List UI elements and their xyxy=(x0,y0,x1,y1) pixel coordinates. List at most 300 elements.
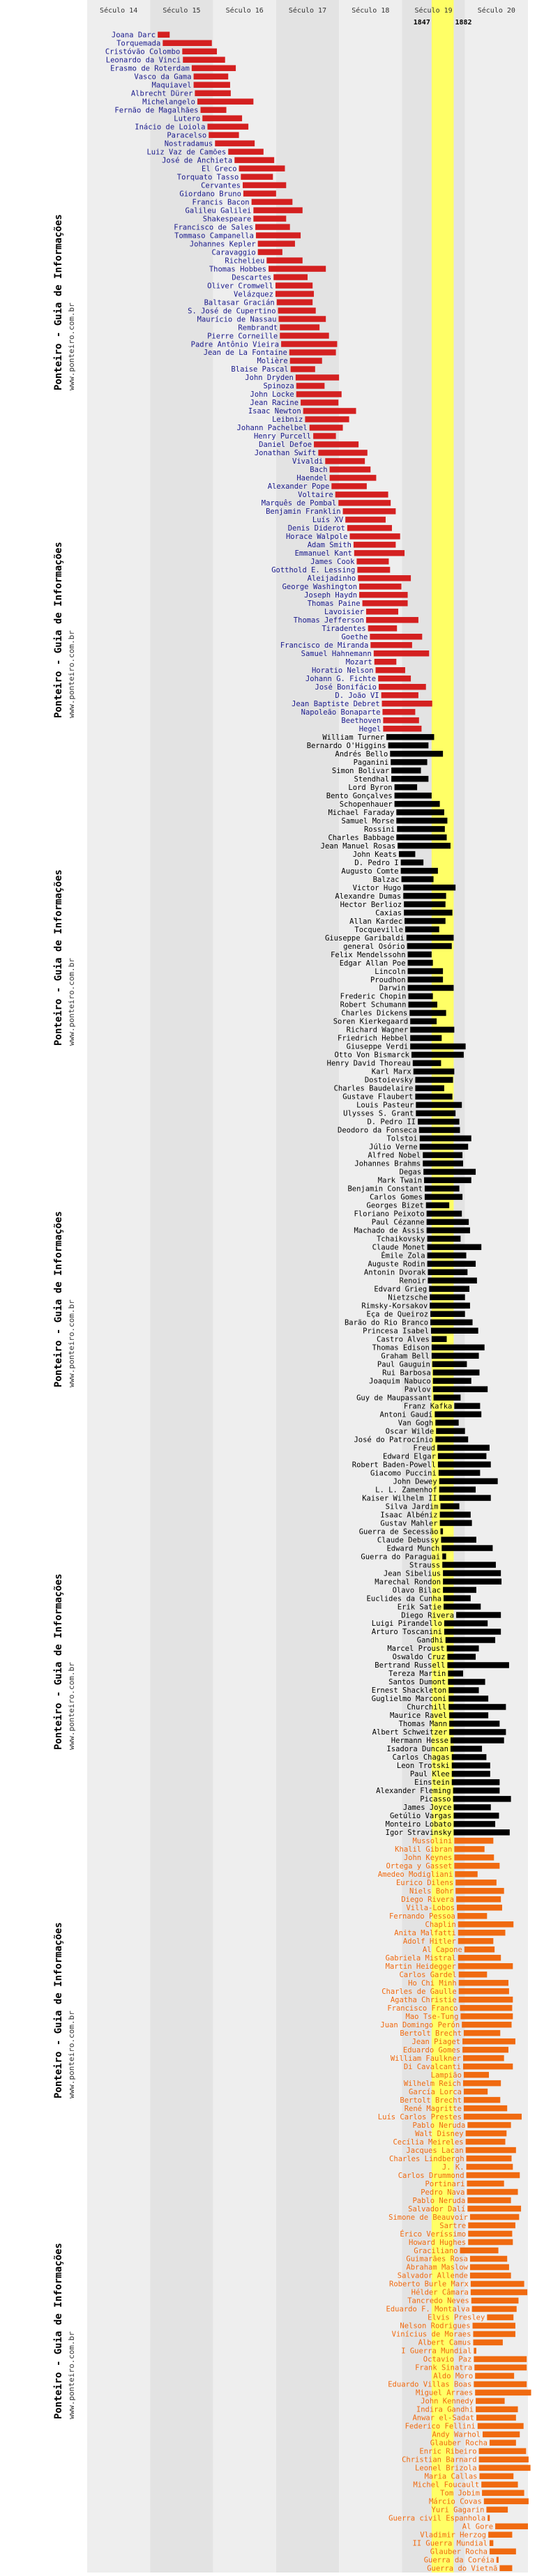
timeline-bar xyxy=(435,1419,458,1425)
timeline-bar xyxy=(403,893,446,899)
person-label: Guerra da Coréia xyxy=(423,2556,494,2565)
timeline-bar xyxy=(330,475,377,480)
person-label: Thomas Hobbes xyxy=(209,265,267,274)
timeline-bar xyxy=(470,2264,509,2270)
person-label: Jonathan Swift xyxy=(254,449,317,458)
person-label: Galileu Galilei xyxy=(185,206,252,215)
timeline-bar xyxy=(420,1136,471,1141)
person-label: Pedro Nava xyxy=(421,2188,465,2197)
person-label: Isadora Duncan xyxy=(386,1745,448,1754)
person-label: Silva Jardim xyxy=(385,1502,439,1511)
timeline-bar xyxy=(415,1077,453,1083)
timeline-bar xyxy=(468,2223,515,2228)
timeline-bar xyxy=(454,1846,484,1852)
person-label: Goethe xyxy=(341,633,368,642)
timeline-bar xyxy=(252,199,293,204)
timeline-bar xyxy=(468,2231,512,2236)
timeline-bar xyxy=(449,1721,499,1726)
branding-url: www.ponteiro.com.br xyxy=(67,2331,76,2419)
person-label: Eça de Queiroz xyxy=(366,1310,429,1319)
timeline-bar xyxy=(408,993,432,999)
timeline-bar xyxy=(183,56,225,62)
branding-url: www.ponteiro.com.br xyxy=(67,303,76,390)
timeline-bar xyxy=(456,1896,501,1902)
person-label: William Turner xyxy=(322,733,384,742)
timeline-bar xyxy=(462,2047,508,2052)
person-label: Al Gore xyxy=(462,2522,494,2531)
timeline-bar xyxy=(475,2373,514,2379)
person-label: José de Anchieta xyxy=(162,156,233,165)
person-label: Edgar Allan Poe xyxy=(339,959,406,968)
person-label: Frederic Chopin xyxy=(340,992,407,1001)
person-label: Robert Schumann xyxy=(340,1000,407,1009)
timeline-bar xyxy=(363,600,408,606)
person-label: Benjamin Constant xyxy=(347,1184,423,1194)
person-label: Jean Piaget xyxy=(411,2037,461,2046)
timeline-bar xyxy=(441,1537,476,1542)
timeline-bar xyxy=(258,249,282,254)
timeline-bar xyxy=(441,1528,444,1534)
timeline-bar xyxy=(458,1955,501,1960)
person-label: Tiradentes xyxy=(322,625,366,634)
timeline-bar xyxy=(374,650,429,656)
branding-title: Ponteiro - Guia de Informações xyxy=(53,1573,64,1750)
century-label: Século 17 xyxy=(288,7,327,15)
branding-url: www.ponteiro.com.br xyxy=(67,630,76,718)
person-label: Michael Faraday xyxy=(328,808,395,817)
person-label: Andy Warhol xyxy=(432,2430,481,2439)
timeline-bar xyxy=(442,1553,446,1559)
person-label: Darwin xyxy=(379,984,406,993)
timeline-bar xyxy=(428,1253,467,1258)
timeline-bar xyxy=(409,1010,446,1016)
person-label: Allan Kardec xyxy=(349,917,403,926)
person-label: Mao Tse-Tung xyxy=(405,2012,459,2021)
timeline-bar xyxy=(296,383,325,388)
person-label: Shakespeare xyxy=(202,215,252,224)
person-label: Erik Satie xyxy=(397,1603,442,1612)
person-label: Lavoisier xyxy=(324,608,364,617)
person-label: Tereza Martin xyxy=(388,1670,446,1679)
person-label: Fernando Pessoa xyxy=(389,1912,455,1921)
timeline-bar xyxy=(275,291,314,296)
person-label: Anita Malfatti xyxy=(394,1929,456,1937)
timeline-bar xyxy=(495,2524,528,2529)
branding-title: Ponteiro - Guia de Informações xyxy=(53,1211,64,1387)
timeline-bar xyxy=(338,500,391,505)
timeline-bar xyxy=(446,1637,495,1643)
person-label: Victor Hugo xyxy=(352,883,402,892)
person-label: Roberto Burle Marx xyxy=(389,2280,469,2289)
timeline-bar xyxy=(375,659,397,664)
timeline-bar xyxy=(466,2131,507,2136)
person-label: Louis Pasteur xyxy=(356,1101,414,1110)
timeline-bar xyxy=(464,2030,500,2036)
timeline-bar xyxy=(253,215,286,221)
person-label: Yuri Gagarin xyxy=(431,2506,485,2515)
timeline-bar xyxy=(455,1880,497,1885)
person-label: Ho Chi Minh xyxy=(408,1979,457,1988)
timeline-bar xyxy=(458,1930,506,1935)
timeline-bar xyxy=(447,1645,479,1651)
timeline-bar xyxy=(405,918,446,924)
timeline-bar xyxy=(467,2122,511,2128)
timeline-bar xyxy=(443,1570,501,1576)
timeline-bar xyxy=(415,1085,444,1091)
person-label: Bach xyxy=(310,466,328,475)
person-label: Aldo Moro xyxy=(433,2372,474,2381)
timeline-bar xyxy=(486,2507,508,2513)
timeline-bar xyxy=(447,1662,508,1668)
person-label: Augusto Comte xyxy=(341,867,399,876)
timeline-bar xyxy=(455,1871,478,1877)
timeline-bar xyxy=(410,1035,441,1041)
timeline-bar xyxy=(209,132,239,137)
branding-url: www.ponteiro.com.br xyxy=(67,2011,76,2098)
highlight-label: 1847 xyxy=(413,19,430,26)
person-label: Arturo Toscanini xyxy=(371,1628,442,1637)
timeline-bar xyxy=(410,1044,465,1049)
person-label: Bento Gonçalves xyxy=(326,791,393,800)
timeline-bar xyxy=(474,2348,476,2354)
timeline-bar xyxy=(435,1411,481,1417)
person-label: Rimsky-Korsakov xyxy=(361,1302,428,1311)
person-label: Carlos Gomes xyxy=(370,1193,423,1202)
timeline-bar xyxy=(405,927,439,932)
timeline-bar xyxy=(397,826,445,832)
timeline-bar xyxy=(451,1746,482,1751)
timeline-bar xyxy=(457,1905,502,1910)
person-label: Glauber Rocha xyxy=(430,2547,488,2556)
timeline-bar xyxy=(471,2298,519,2303)
timeline-bar xyxy=(441,1545,492,1550)
timeline-bar xyxy=(464,2105,507,2111)
person-label: Pablo Neruda xyxy=(412,2196,466,2205)
person-label: Joaquim Nabuco xyxy=(369,1377,431,1386)
timeline-bar xyxy=(430,1303,470,1309)
timeline-bar xyxy=(451,1737,504,1743)
person-label: Carlos Gardel xyxy=(399,1970,457,1979)
person-label: Stendhal xyxy=(354,775,390,784)
person-label: Horace Walpole xyxy=(285,533,348,542)
person-label: Sartre xyxy=(439,2221,467,2230)
person-label: Mussolini xyxy=(412,1837,453,1846)
branding-title: Ponteiro - Guia de Informações xyxy=(53,214,64,390)
timeline-bar xyxy=(453,1788,500,1793)
timeline-bar xyxy=(463,2055,504,2061)
person-label: Thomas Edison xyxy=(372,1343,430,1352)
person-label: John Locke xyxy=(250,390,294,399)
timeline-bar xyxy=(463,2080,501,2086)
timeline-bar xyxy=(456,1612,501,1617)
timeline-bar xyxy=(401,868,438,874)
timeline-bar xyxy=(401,860,424,865)
timeline-bar xyxy=(426,1203,449,1208)
person-label: Floriano Peixoto xyxy=(354,1210,425,1219)
person-label: Chaplin xyxy=(425,1921,456,1930)
timeline-bar xyxy=(258,241,295,246)
person-label: Anwar el-Sadat xyxy=(412,2414,474,2423)
person-label: Charles Babbage xyxy=(328,833,395,842)
person-label: Santos Dumont xyxy=(388,1678,446,1687)
person-label: Castro Alves xyxy=(377,1335,430,1344)
person-label: Luiz Vaz de Camões xyxy=(146,148,227,157)
timeline-bar xyxy=(449,1712,488,1718)
person-label: Carlos Chagas xyxy=(392,1753,450,1762)
timeline-bar xyxy=(158,32,169,38)
timeline-bar xyxy=(428,1261,476,1267)
person-label: D. Pedro I xyxy=(354,858,399,867)
person-label: Torquato Tasso xyxy=(176,173,239,182)
person-label: Glauber Rocha xyxy=(430,2439,488,2448)
timeline-bar xyxy=(253,207,302,213)
person-label: Miguel Arraes xyxy=(415,2388,474,2398)
person-label: Federico Fellini xyxy=(405,2422,476,2431)
timeline-bar xyxy=(454,1863,499,1868)
person-label: Franz Kafka xyxy=(403,1402,453,1411)
person-label: Henry David Thoreau xyxy=(326,1059,411,1068)
timeline-bar xyxy=(467,2206,521,2211)
timeline-bar xyxy=(462,2038,515,2044)
person-label: Eduardo F. Montalva xyxy=(386,2305,470,2314)
person-label: Ulysses S. Grant xyxy=(343,1109,414,1118)
timeline-bar xyxy=(431,1327,478,1333)
timeline-bar xyxy=(280,333,328,338)
person-label: James Cook xyxy=(310,558,355,567)
timeline-bar xyxy=(464,2072,489,2078)
timeline-bar xyxy=(467,2181,504,2186)
timeline-bar xyxy=(440,1511,471,1517)
person-label: Charles Dickens xyxy=(341,1009,408,1018)
timeline-bar xyxy=(435,1436,468,1442)
person-label: Eurico Dilens xyxy=(395,1879,454,1888)
person-label: Napoleão Bonaparte xyxy=(301,708,381,717)
timeline-bar xyxy=(192,65,236,70)
timeline-bar xyxy=(444,1620,488,1626)
person-label: Soren Kierkegaard xyxy=(333,1017,409,1026)
timeline-bar xyxy=(428,1244,482,1250)
timeline-bar xyxy=(354,542,395,547)
person-label: Nostradamus xyxy=(164,139,213,148)
person-label: Maurice Ravel xyxy=(389,1712,448,1721)
timeline-bar xyxy=(479,2465,531,2471)
person-label: Giacomo Puccini xyxy=(370,1469,437,1478)
person-label: Paganini xyxy=(353,758,389,767)
timeline-bar xyxy=(476,2398,505,2404)
person-label: Degas xyxy=(399,1168,422,1177)
timeline-bar xyxy=(432,1361,467,1366)
person-label: Antonin Dvorak xyxy=(363,1268,426,1277)
timeline-bar xyxy=(163,40,211,45)
person-label: Júlio Verne xyxy=(369,1143,418,1152)
person-label: Oliver Cromwell xyxy=(207,282,273,291)
timeline-bar xyxy=(278,316,326,321)
person-label: Cristóvão Colombo xyxy=(105,47,181,56)
timeline-bar xyxy=(419,1127,460,1133)
timeline-bar xyxy=(388,742,429,748)
person-label: I Guerra Mundial xyxy=(401,2347,472,2356)
person-label: Giuseppe Garibaldi xyxy=(324,933,405,943)
timeline-bar xyxy=(395,793,432,798)
person-label: Barão do Rio Branco xyxy=(344,1318,429,1327)
timeline-bar xyxy=(452,1771,490,1776)
timeline-bar xyxy=(331,483,367,489)
timeline-bar xyxy=(428,1236,461,1242)
person-label: Lutero xyxy=(174,114,201,123)
person-label: Guerra civil Espanhola xyxy=(388,2514,486,2523)
person-label: Princesa Isabel xyxy=(363,1327,429,1336)
timeline-bar xyxy=(490,2540,493,2546)
person-label: Vivaldi xyxy=(292,457,324,466)
timeline-bar xyxy=(488,2515,490,2521)
timeline-bar xyxy=(427,1211,462,1217)
person-label: Eduardo Villas Boas xyxy=(388,2380,472,2389)
person-label: Inácio de Loiola xyxy=(135,123,206,132)
timeline-bar xyxy=(407,943,452,949)
timeline-bar xyxy=(256,232,301,238)
timeline-bar xyxy=(354,550,405,556)
timeline-bar xyxy=(404,901,446,907)
person-label: Hermann Hesse xyxy=(391,1737,448,1746)
person-label: Francisco Franco xyxy=(387,2004,458,2013)
timeline-bar xyxy=(416,1102,462,1108)
timeline-bar xyxy=(396,818,447,823)
timeline-bar xyxy=(275,282,312,288)
person-label: Tommaso Campanella xyxy=(174,231,254,241)
person-label: Guglielmo Marconi xyxy=(371,1695,447,1704)
person-label: Bernardo O'Higgins xyxy=(306,741,386,750)
person-label: Jean Racine xyxy=(250,399,299,408)
person-label: John Keats xyxy=(352,850,397,859)
person-label: Michelangelo xyxy=(142,98,195,107)
person-label: Luigi Pirandello xyxy=(371,1619,442,1629)
person-label: Charles Lindbergh xyxy=(389,2154,464,2163)
person-label: Pierre Corneille xyxy=(207,332,278,341)
person-label: Mozart xyxy=(345,658,372,666)
person-label: Lincoln xyxy=(375,967,406,976)
person-label: Giuseppe Verdi xyxy=(346,1042,409,1051)
timeline-bar xyxy=(433,1369,480,1375)
person-label: Cervantes xyxy=(201,181,241,190)
timeline-bar xyxy=(414,1069,455,1074)
timeline-bar xyxy=(386,734,435,740)
timeline-bar xyxy=(343,508,396,514)
timeline-bar xyxy=(448,1687,478,1693)
person-label: Machado de Assis xyxy=(354,1226,425,1235)
timeline-bar xyxy=(194,73,229,79)
timeline-bar xyxy=(479,2474,513,2479)
person-label: Michel Foucault xyxy=(413,2480,480,2490)
person-label: Georges Bizet xyxy=(366,1201,424,1210)
person-label: Auguste Rodin xyxy=(368,1260,425,1269)
person-label: Érico Veríssimo xyxy=(400,2230,467,2239)
person-label: Gustave Flaubert xyxy=(342,1092,414,1102)
person-label: Johannes Kepler xyxy=(189,240,256,249)
person-label: Rembrandt xyxy=(238,323,278,333)
timeline-bar xyxy=(228,148,264,154)
timeline-bar xyxy=(411,1052,464,1058)
person-label: Caravaggio xyxy=(211,248,256,257)
timeline-bar xyxy=(383,717,418,723)
timeline-bar xyxy=(453,1796,511,1801)
timeline-bar xyxy=(366,609,398,614)
person-label: Blaise Pascal xyxy=(231,365,289,374)
person-label: Isaac Albéniz xyxy=(380,1511,438,1520)
person-label: Oscar Wilde xyxy=(385,1427,435,1436)
branding-title: Ponteiro - Guia de Informações xyxy=(53,2243,64,2419)
timeline-bar xyxy=(396,809,444,815)
person-label: Émile Zola xyxy=(381,1251,425,1260)
person-label: Karl Marx xyxy=(371,1067,411,1076)
person-label: Adam Smith xyxy=(307,541,352,550)
timeline-bar xyxy=(370,642,412,648)
person-label: Juan Domingo Perón xyxy=(380,2020,460,2029)
person-label: Frank Sinatra xyxy=(415,2363,473,2372)
person-label: Carlos Drummond xyxy=(398,2171,464,2180)
person-label: Márcio Covas xyxy=(428,2497,482,2506)
person-label: René Magritte xyxy=(404,2104,462,2113)
timeline-bar xyxy=(497,2557,499,2563)
timeline-bar xyxy=(269,266,326,271)
timeline-bar xyxy=(471,2289,527,2295)
timeline-bar xyxy=(442,1562,496,1567)
person-label: Edvard Grieg xyxy=(374,1285,428,1294)
branding-url: www.ponteiro.com.br xyxy=(67,958,76,1046)
person-label: Otto Von Bismarck xyxy=(334,1051,409,1060)
century-label: Século 19 xyxy=(414,7,453,15)
person-label: Diego Rivera xyxy=(401,1896,455,1905)
person-label: Alexander Fleming xyxy=(376,1787,451,1796)
timeline-bar xyxy=(438,1461,491,1467)
branding-url: www.ponteiro.com.br xyxy=(67,1662,76,1750)
person-label: Euclides da Cunha xyxy=(366,1594,442,1603)
person-label: Alexandre Dumas xyxy=(335,892,402,901)
person-label: Enric Ribeiro xyxy=(419,2447,477,2456)
person-label: Thomas Paine xyxy=(307,600,361,609)
timeline-bar xyxy=(423,1169,476,1175)
person-label: Picasso xyxy=(420,1795,451,1804)
person-label: Caxias xyxy=(375,908,402,917)
timeline-bar xyxy=(303,408,356,413)
timeline-bar xyxy=(463,2064,513,2069)
person-label: Spinoza xyxy=(263,382,294,391)
timeline-bar xyxy=(428,1270,467,1275)
person-label: L. L. Zamenhof xyxy=(375,1486,437,1495)
person-label: Voltaire xyxy=(298,491,333,500)
person-label: Samuel Hahnemann xyxy=(301,650,372,659)
person-label: Friedrich Hebbel xyxy=(338,1034,409,1043)
person-label: Lampião xyxy=(430,2071,462,2080)
timeline-bar xyxy=(383,726,421,731)
person-label: Rui Barbosa xyxy=(382,1369,431,1378)
timeline-bar xyxy=(395,784,418,790)
person-label: Marechal Rondon xyxy=(375,1578,441,1587)
century-label: Século 20 xyxy=(477,7,515,15)
person-label: Monteiro Lobato xyxy=(385,1820,452,1829)
timeline-bar xyxy=(335,491,388,497)
person-label: Emmanuel Kant xyxy=(294,549,352,558)
timeline-bar xyxy=(314,441,358,447)
timeline-bar xyxy=(296,374,339,380)
person-label: Joana Darc xyxy=(111,31,156,40)
person-label: Johann G. Fichte xyxy=(305,674,377,683)
timeline-bar xyxy=(499,2566,512,2571)
person-label: Guy de Maupassant xyxy=(356,1394,432,1403)
person-label: Pablo Neruda xyxy=(412,2121,466,2130)
timeline-bar xyxy=(458,1938,494,1944)
person-label: Aleijadinho xyxy=(307,574,356,584)
timeline-bar xyxy=(368,625,398,631)
